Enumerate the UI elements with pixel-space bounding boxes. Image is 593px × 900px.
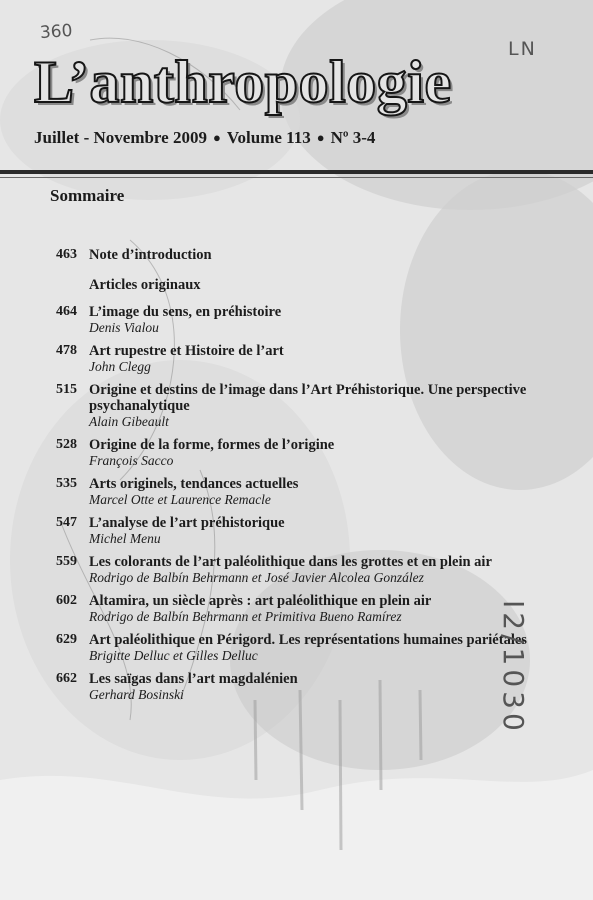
toc-entry[interactable] (45, 437, 593, 468)
toc-entry-author: Rodrigo de Balbín Behrmann et José Javier Alcolea González (89, 570, 424, 585)
toc-entry-author: Brigitte Delluc et Gilles Delluc (89, 648, 258, 663)
toc-entry-author: John Clegg (89, 359, 151, 374)
toc-entry-author: Rodrigo de Balbín Behrmann et Primitiva Bueno Ramírez (89, 609, 402, 624)
toc-entry-title: Art rupestre et Histoire de l’art (89, 343, 284, 359)
toc-entry-title: Art paléolithique en Périgord. Les représentations humaines pariétales (89, 632, 527, 648)
toc-entry-title: Origine et destins de l’image dans l’Art Préhistorique. Une perspective psychanalytique (89, 382, 527, 414)
toc-section-label: Articles originaux (89, 277, 201, 293)
toc-page-number: 464 (56, 304, 77, 319)
toc-page-number: 528 (56, 437, 77, 452)
toc-entry-author: François Sacco (89, 453, 174, 468)
toc-page-number: 559 (56, 554, 77, 569)
toc-page-number: 515 (56, 382, 77, 397)
toc-entry-title: Origine de la forme, formes de l’origine (89, 437, 335, 453)
journal-title: L’anthropologie (34, 49, 452, 115)
toc-entry[interactable] (45, 304, 593, 335)
toc-entry-title: Altamira, un siècle après : art paléolithique en plein air (89, 593, 432, 609)
toc-entry-author: Gerhard Bosinski (89, 687, 184, 702)
separator-dot-icon: ● (212, 130, 221, 145)
header-divider-thin (0, 177, 593, 178)
toc-entry-title: Les colorants de l’art paléolithique dans les grottes et en plein air (89, 554, 492, 570)
toc-page-number: 478 (56, 343, 77, 358)
toc-entry[interactable] (45, 382, 593, 429)
issue-line (34, 128, 375, 148)
toc-page-number: 535 (56, 476, 77, 491)
toc-page-number: 629 (56, 632, 77, 647)
issue-number: Nº 3-4 (330, 128, 376, 147)
issue-date: Juillet - Novembre 2009 (34, 128, 207, 147)
toc-entry-title: L’analyse de l’art préhistorique (89, 515, 285, 531)
handwritten-note-top-right: LN (508, 38, 537, 60)
issue-volume: Volume 113 (226, 128, 311, 147)
toc-page-number: 602 (56, 593, 77, 608)
separator-dot-icon: ● (316, 130, 325, 145)
toc-entry-title: Arts originels, tendances actuelles (89, 476, 299, 492)
toc-entry-intro[interactable] (45, 247, 593, 263)
header-divider (0, 170, 593, 174)
toc-entry-title: L’image du sens, en préhistoire (89, 304, 282, 320)
toc-heading: Sommaire (50, 186, 125, 205)
toc-entry-author: Michel Menu (89, 531, 161, 546)
toc-page-number: 662 (56, 671, 77, 686)
toc-entry-author: Alain Gibeault (89, 414, 169, 429)
toc-entry[interactable] (45, 476, 593, 507)
toc-entry-author: Denis Vialou (89, 320, 159, 335)
toc-entry-title: Note d’introduction (89, 247, 212, 263)
toc-page-number: 547 (56, 515, 77, 530)
toc-entry[interactable] (45, 515, 593, 546)
toc-entry-author: Marcel Otte et Laurence Remacle (89, 492, 271, 507)
toc-entry-title: Les saïgas dans l’art magdalénien (89, 671, 298, 687)
handwritten-note-top-left: 360 (39, 20, 74, 44)
toc-entry[interactable] (45, 343, 593, 374)
toc-page-number: 463 (56, 247, 77, 262)
handwritten-shelf-reference: I2/1030 (497, 600, 530, 735)
toc-entry[interactable] (45, 554, 593, 585)
